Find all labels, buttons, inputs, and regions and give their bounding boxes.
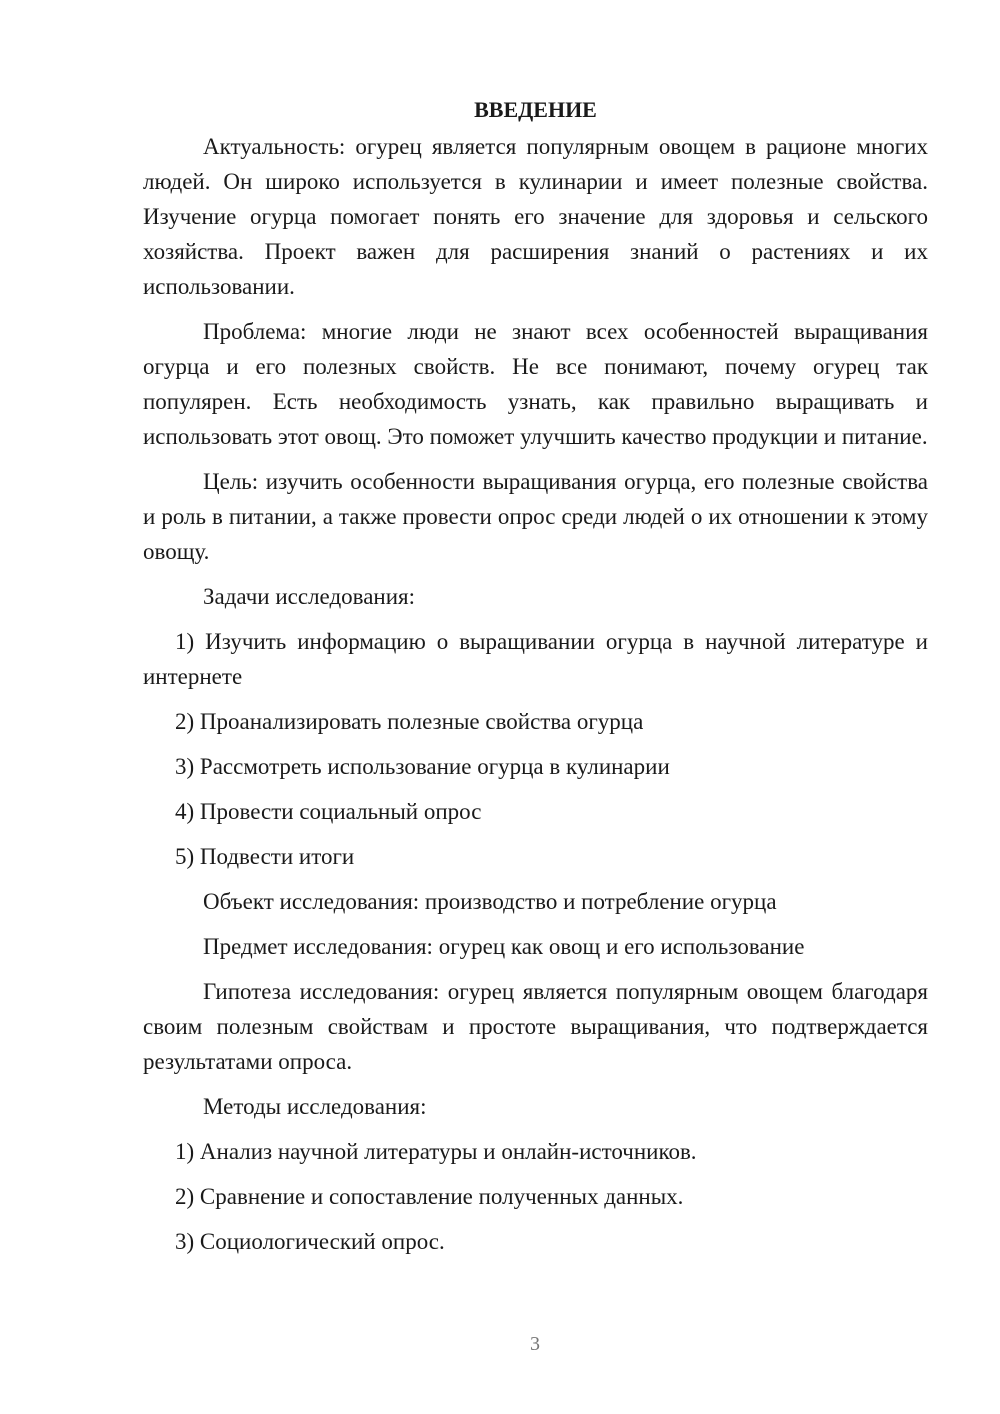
page-number: 3 <box>530 1333 540 1355</box>
task-item: 2) Проанализировать полезные свойства огурца <box>175 709 644 734</box>
task-item: 4) Провести социальный опрос <box>175 799 482 824</box>
method-item: 1) Анализ научной литературы и онлайн-источников. <box>175 1139 697 1164</box>
tasks-heading: Задачи исследования: <box>203 584 416 609</box>
relevance-paragraph: Актуальность: огурец является популярным овощем в рационе многих людей. Он широко используется в кулинарии и имеет полезные свойства. Изучение огурца помогает понять его значение для здоровья и сельского хозяйства. Проект важен для расширения знаний о растениях и их использовании. <box>143 134 928 299</box>
object-paragraph: Объект исследования: производство и потребление огурца <box>203 889 777 914</box>
hypothesis-paragraph: Гипотеза исследования: огурец является популярным овощем благодаря своим полезным свойствам и простоте выращивания, что подтверждается результатами опроса. <box>143 979 928 1074</box>
task-item: 5) Подвести итоги <box>175 844 355 869</box>
method-item: 2) Сравнение и сопоставление полученных данных. <box>175 1184 684 1209</box>
page-content <box>143 92 928 1269</box>
problem-paragraph: Проблема: многие люди не знают всех особенностей выращивания огурца и его полезных свойств. Не все понимают, почему огурец так популярен. Есть необходимость узнать, как правильно выращивать и использовать этот овощ. Это поможет улучшить качество продукции и питание. <box>143 319 928 449</box>
task-item: 1) Изучить информацию о выращивании огурца в научной литературе и интернете <box>143 629 928 689</box>
subject-paragraph: Предмет исследования: огурец как овощ и его использование <box>203 934 805 959</box>
methods-heading: Методы исследования: <box>203 1094 427 1119</box>
page-title: ВВЕДЕНИЕ <box>474 97 597 122</box>
method-item: 3) Социологический опрос. <box>175 1229 445 1254</box>
task-item: 3) Рассмотреть использование огурца в кулинарии <box>175 754 670 779</box>
goal-paragraph: Цель: изучить особенности выращивания огурца, его полезные свойства и роль в питании, а также провести опрос среди людей о их отношении к этому овощу. <box>143 469 928 564</box>
